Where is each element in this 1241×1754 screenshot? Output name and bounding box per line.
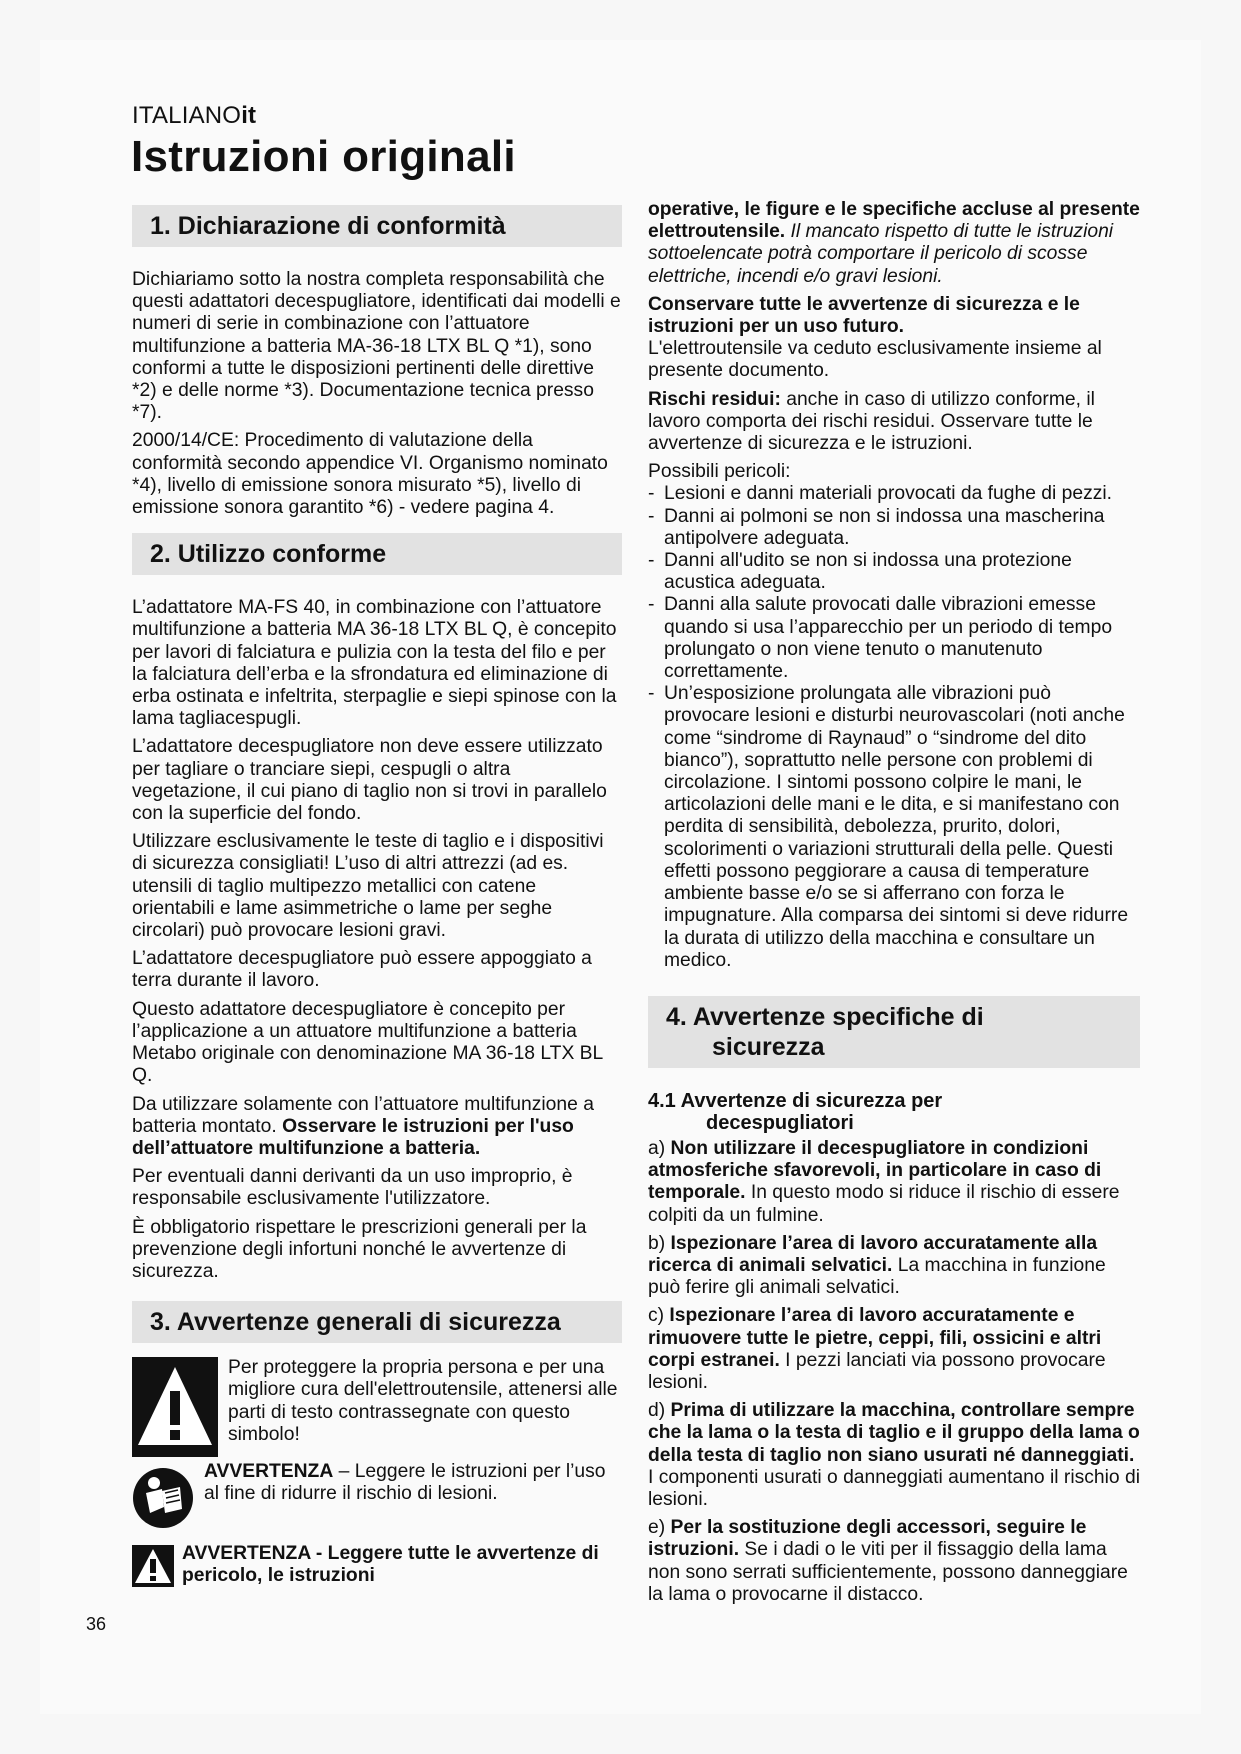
list-item: - Danni all'udito se non si indossa una protezione acustica adeguata. xyxy=(648,550,1072,594)
warning-symbol-text: Per proteggere la propria persona e per una migliore cura dell'elettroutensile, attenersi alle parti di testo contrassegnate con questo simbolo! xyxy=(228,1357,618,1445)
paragraph: L’adattatore decespugliatore può essere appoggiato a terra durante il lavoro. xyxy=(132,948,592,992)
right-column xyxy=(648,199,1140,1612)
paragraph: L’adattatore MA-FS 40, in combinazione con l’attuatore multifunzione a batteria MA 36-18 LTX BL Q, è concepito per lavori di falciatura e pulizia con la testa del filo e per la falciatura dell’erba e la sfrondatura ed eliminazione di erba ostinata e infeltrita, sterpaglie e siepi spinose con la lama tagliacespugli. xyxy=(132,597,617,730)
read-manual-icon xyxy=(132,1467,194,1529)
paragraph: L’adattatore decespugliatore non deve essere utilizzato per tagliare o tranciare siepi, cespugli o altra vegetazione, il cui piano di taglio non si trovi in parallelo con la superficie del fondo. xyxy=(132,736,607,825)
paragraph: Dichiariamo sotto la nostra completa responsabilità che questi adattatori decespugliatore, identificati dai modelli e numeri di serie in combinazione con l’attuatore multifunzione a batteria MA-36-18 LTX BL Q *1), sono conformi a tutte le disposizioni pertinenti delle direttive *2) e delle norme *3). Documentazione tecnica presso *7). xyxy=(132,269,621,424)
read-manual-block xyxy=(132,1461,622,1533)
paragraph: È obbligatorio rispettare le prescrizioni generali per la prevenzione degli infortuni nonché le avvertenze di sicurezza. xyxy=(132,1216,587,1282)
section-2-heading: 2. Utilizzo conforme xyxy=(132,533,622,575)
page-title: Istruzioni originali xyxy=(131,132,516,181)
paragraph: Da utilizzare solamente con l’attuatore multifunzione a batteria montato. Osservare le istruzioni per l'uso dell’attuatore multifunzione a batteria. xyxy=(132,1093,594,1159)
list-item: - Danni alla salute provocati dalle vibrazioni emesse quando si usa l’apparecchio per un periodo di tempo prolungato o non viene tenuto o manutenuto correttamente. xyxy=(648,594,1113,683)
list-item: - Danni ai polmoni se non si indossa una mascherina antipolvere adeguata. xyxy=(648,505,1105,549)
paragraph: Utilizzare esclusivamente le teste di taglio e i dispositivi di sicurezza consigliati! L’uso di altri attrezzi (ad es. utensili di taglio multipezzo metallici con catene orientabili e lame asimmetriche o lame per seghe circolari) può provocare lesioni gravi. xyxy=(132,831,604,942)
instruction-e: e) Per la sostituzione degli accessori, seguire le istruzioni. Se i dadi o le viti per il fissaggio della lama non sono serrati sufficientemente, possono danneggiare la lama o provocarne il distacco. xyxy=(648,1517,1128,1605)
paragraph: Rischi residui: anche in caso di utilizzo conforme, il lavoro comporta dei rischi residui. Osservare tutte le avvertenze di sicurezza e le istruzioni. xyxy=(648,388,1095,455)
warning-triangle-icon xyxy=(132,1357,218,1457)
paragraph: 2000/14/CE: Procedimento di valutazione della conformità secondo appendice VI. Organismo nominato *4), livello di emissione sonora misurato *5), livello di emissione sonora garantito *6) - vedere pagina 4. xyxy=(132,430,608,519)
instruction-d: d) Prima di utilizzare la macchina, controllare sempre che la lama o la testa di taglio e il gruppo della lama o della testa di taglio non siano usurati né danneggiati. I componenti usurati o danneggiati aumentano il rischio di lesioni. xyxy=(648,1400,1140,1510)
language-label: ITALIANOit xyxy=(132,102,257,129)
left-column xyxy=(132,205,622,1588)
warning-triangle-small-icon xyxy=(132,1545,174,1587)
paragraph: Questo adattatore decespugliatore è concepito per l’applicazione a un attuatore multifunzione a batteria Metabo originale con denominazione MA 36-18 LTX BL Q. xyxy=(132,998,603,1087)
list-item: - Lesioni e danni materiali provocati da fughe di pezzi. xyxy=(648,483,1113,505)
read-manual-text: AVVERTENZA – Leggere le istruzioni per l’uso al fine di ridurre il rischio di lesioni. xyxy=(204,1461,606,1505)
page-number: 36 xyxy=(86,1614,107,1634)
instruction-b: b) Ispezionare l’area di lavoro accuratamente alla ricerca di animali selvatici. La macchina in funzione può ferire gli animali selvatici. xyxy=(648,1232,1106,1299)
section-4-heading: 4. Avvertenze specifiche di sicurezza xyxy=(648,996,1140,1068)
paragraph: Possibili pericoli: xyxy=(648,461,791,483)
subsection-4-1-heading: 4.1 Avvertenze di sicurezza per decespugliatori xyxy=(648,1089,943,1134)
paragraph: L'elettroutensile va ceduto esclusivamente insieme al presente documento. xyxy=(648,338,1102,382)
section-1-heading: 1. Dichiarazione di conformità xyxy=(132,205,622,247)
warning-read-all-text: AVVERTENZA - Leggere tutte le avvertenze di pericolo, le istruzioni xyxy=(182,1543,599,1587)
section-3-heading: 3. Avvertenze generali di sicurezza xyxy=(132,1301,622,1343)
paragraph: operative, le figure e le specifiche accluse al presente elettroutensile. Il mancato rispetto di tutte le istruzioni sottoelencate potrà comportare il pericolo di scosse elettriche, incendi e/o gravi lesioni. xyxy=(648,199,1140,287)
list-item: - Un’esposizione prolungata alle vibrazioni può provocare lesioni e disturbi neurovascolari (noti anche come “sindrome di Raynaud” o “sindrome del dito bianco”), soprattutto nelle persone con problemi di circolazione. I sintomi possono colpire le mani, le articolazioni delle mani e le dita, e si manifestano con perdita di sensibilità, debolezza, prurito, dolori, scolorimenti o variazioni strutturali della pelle. Questi effetti possono peggiorare a causa di temperature ambiente basse e/o se si afferrano con forza le impugnature. Alla comparsa dei sintomi si deve ridurre la durata di utilizzo della macchina e consultare un medico. xyxy=(648,683,1129,971)
paragraph: Conservare tutte le avvertenze di sicurezza e le istruzioni per un uso futuro. xyxy=(648,293,1080,338)
warning-read-all-block xyxy=(132,1543,622,1587)
risk-list xyxy=(648,483,1140,971)
warning-symbol-block xyxy=(132,1357,622,1457)
instruction-c: c) Ispezionare l’area di lavoro accuratamente e rimuovere tutte le pietre, ceppi, fili, ossicini e altri corpi estranei. I pezzi lanciati via possono provocare lesioni. xyxy=(648,1305,1106,1393)
instruction-a: a) Non utilizzare il decespugliatore in condizioni atmosferiche sfavorevoli, in particolare in caso di temporale. In questo modo si riduce il rischio di essere colpiti da un fulmine. xyxy=(648,1137,1120,1226)
paragraph: Per eventuali danni derivanti da un uso improprio, è responsabile esclusivamente l'utilizzatore. xyxy=(132,1166,573,1210)
